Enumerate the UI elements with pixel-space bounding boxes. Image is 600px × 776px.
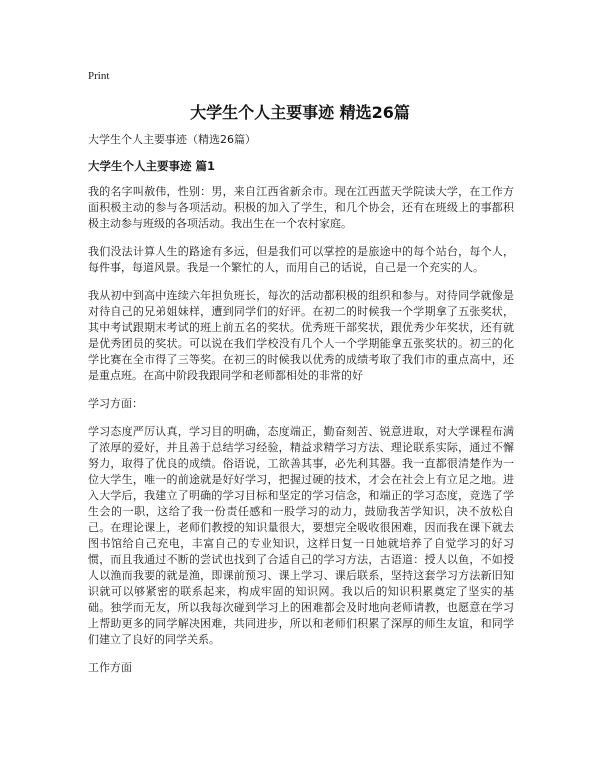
study-heading: 学习方面： [88, 397, 143, 410]
paragraph-study: 学习态度严厉认真，学习目的明确，态度端正，勤奋刻苦、锐意进取，对大学课程布满了浓厚的爱好，并且善于总结学习经验，精益求精学习方法、理论联系实际，通过不懈努力，取得了优良的成绩。俗语说，工欲善其事，必先利其器。我一直都很清楚作为一位大学生，唯一的前途就是好好学习，把握过硬的技术，才会在社会上有立足之地。进入大学后，我建立了明确的学习目标和坚定的学习信念，和端正的学习态度，竞选了学生会的一职，这给了我一份责任感和一股学习的动力，鼓励我苦学知识，决不放松自己。在理论课上，老师们教授的知识量很大，要想完全吸收很困难，因而我在课下就去图书馆给自己充电，丰富自己的专业知识，这样日复一日她就培养了自觉学习的好习惯，而且我通过不断的尝试也找到了合适自己的学习方法，古语道：授人以鱼，不如授人以渔而我要的就是渔，即课前预习、课上学习、课后联系，坚持这套学习方法新旧知识就可以够紧密的联系起来，构成牢固的知识网。我以后的知识积累奠定了坚实的基础。独学而无友，所以我每次碰到学习上的困难都会及时地向老师请教，也愿意在学习上帮助更多的同学解决困难，共同进步，所以和老师们积累了深厚的师生友谊，和同学们建立了良好的同学关系。 [88, 425, 514, 646]
paragraph-journey: 我们没法计算人生的路途有多远，但是我们可以掌控的是旅途中的每个站台，每个人，每件事，每道风景。我是一个繁忙的人，而用自己的话说，自己是一个充实的人。 [88, 245, 514, 274]
paragraph-school-history: 我从初中到高中连续六年担负班长，每次的活动都积极的组织和参与。对待同学就像是对待自己的兄弟姐妹样，遭到同学们的好评。在初二的时候我一个学期拿了五张奖状，其中考试跟期末考试的班上前五名的奖状。优秀班干部奖状，跟优秀少年奖状，还有就是优秀团员的奖状。可以说在我们学校没有几个人一个学期能拿五张奖状的。初三的化学比赛在全市得了三等奖。在初三的时候我以优秀的成绩考取了我们市的重点高中，还是重点班。在高中阶段我跟同学和老师都相处的非常的好 [88, 289, 514, 382]
subtitle: 大学生个人主要事迹（精选26篇） [88, 133, 256, 146]
paragraph-intro: 我的名字叫赦伟，性别：男，来自江西省新余市。现在江西蓝天学院读大学，在工作方面积极主动的参与各项活动。积极的加入了学生，和几个协会，还有在班级上的事都积极主动参与班级的各项活动。我出生在一个农村家庭。 [88, 185, 514, 230]
print-link[interactable]: Print [88, 70, 110, 82]
work-heading: 工作方面 [88, 661, 132, 674]
article-content [88, 132, 514, 688]
section-heading: 大学生个人主要事迹 篇1 [88, 159, 216, 173]
page-title: 大学生个人主要事迹 精选26篇 [190, 103, 410, 122]
